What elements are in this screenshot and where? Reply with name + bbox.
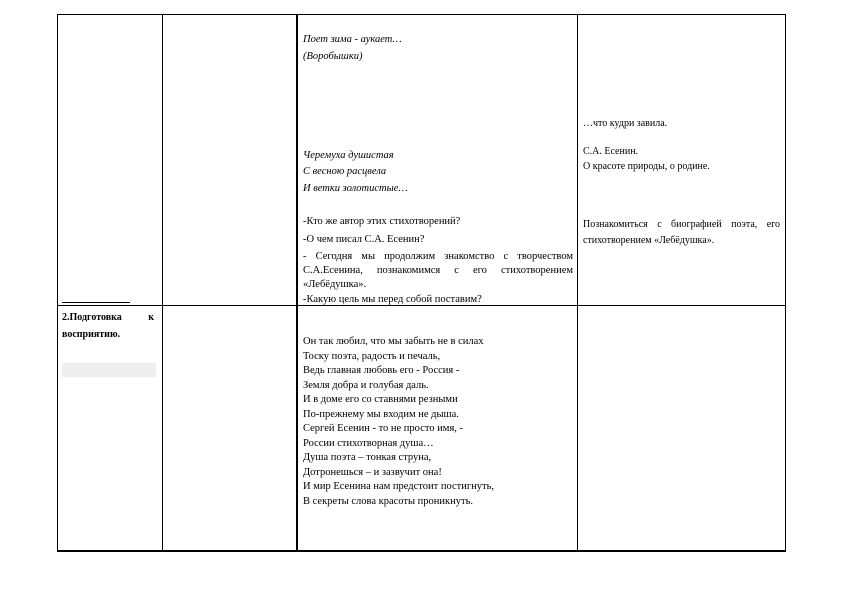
question-author: -Кто же автор этих стихотворений? [303,216,461,227]
table-border-top [57,14,786,15]
answer-goal: Познакомиться с биографией поэта, его стихотворением «Лебёдушка». [583,219,780,246]
stage-title: 2.Подготовка к восприятию. [62,312,154,340]
row-divider-accent [62,302,130,303]
table-border-bottom [57,550,786,552]
verse-line: По-прежнему мы входим не дыша. [303,409,459,420]
poem-2-line-2: С весною расцвела [303,166,387,177]
table-border-right [785,14,786,552]
column-divider-3 [577,14,578,552]
verse-line: И мир Есенина нам предстоит постигнуть, [303,481,495,492]
shaded-placeholder [62,363,156,377]
verse-line: Тоску поэта, радость и печаль, [303,351,441,362]
poem-2-line-3: И ветки золотистые… [303,183,408,194]
verse-line: И в доме его со ставнями резными [303,394,458,405]
question-topic: -О чем писал С.А. Есенин? [303,234,425,245]
question-goal: -Какую цель мы перед собой поставим? [303,294,482,305]
poem-2-line-1: Черемуха душистая [303,150,394,161]
verse-line: Он так любил, что мы забыть не в силах [303,336,484,347]
verse-line: В секреты слова красоты проникнуть. [303,496,473,507]
poem-1-line-1: Поет зима - аукает… [303,34,402,45]
poem-1-line-2: (Воробышки) [303,51,363,62]
answer-topic: О красоте природы, о родине. [583,161,710,172]
answer-rhyme: …что кудри завила. [583,118,668,129]
verse-line: Дотронешься – и зазвучит она! [303,467,442,478]
verse-line: Земля добра и голубая даль. [303,380,429,391]
verse-line: России стихотворная душа… [303,438,434,449]
intro-paragraph: - Сегодня мы продолжим знакомство с творчеством С.А.Есенина, познакомимся с его стихотворением «Лебёдушка». [303,251,573,290]
verse-line: Сергей Есенин - то не просто имя, - [303,423,464,434]
table-border-left [57,14,58,552]
column-divider-1 [162,14,163,552]
verse-line: Ведь главная любовь его - Россия - [303,365,460,376]
answer-author: С.А. Есенин. [583,146,639,157]
column-divider-2 [296,14,298,552]
verse-line: Душа поэта – тонкая струна, [303,452,432,463]
